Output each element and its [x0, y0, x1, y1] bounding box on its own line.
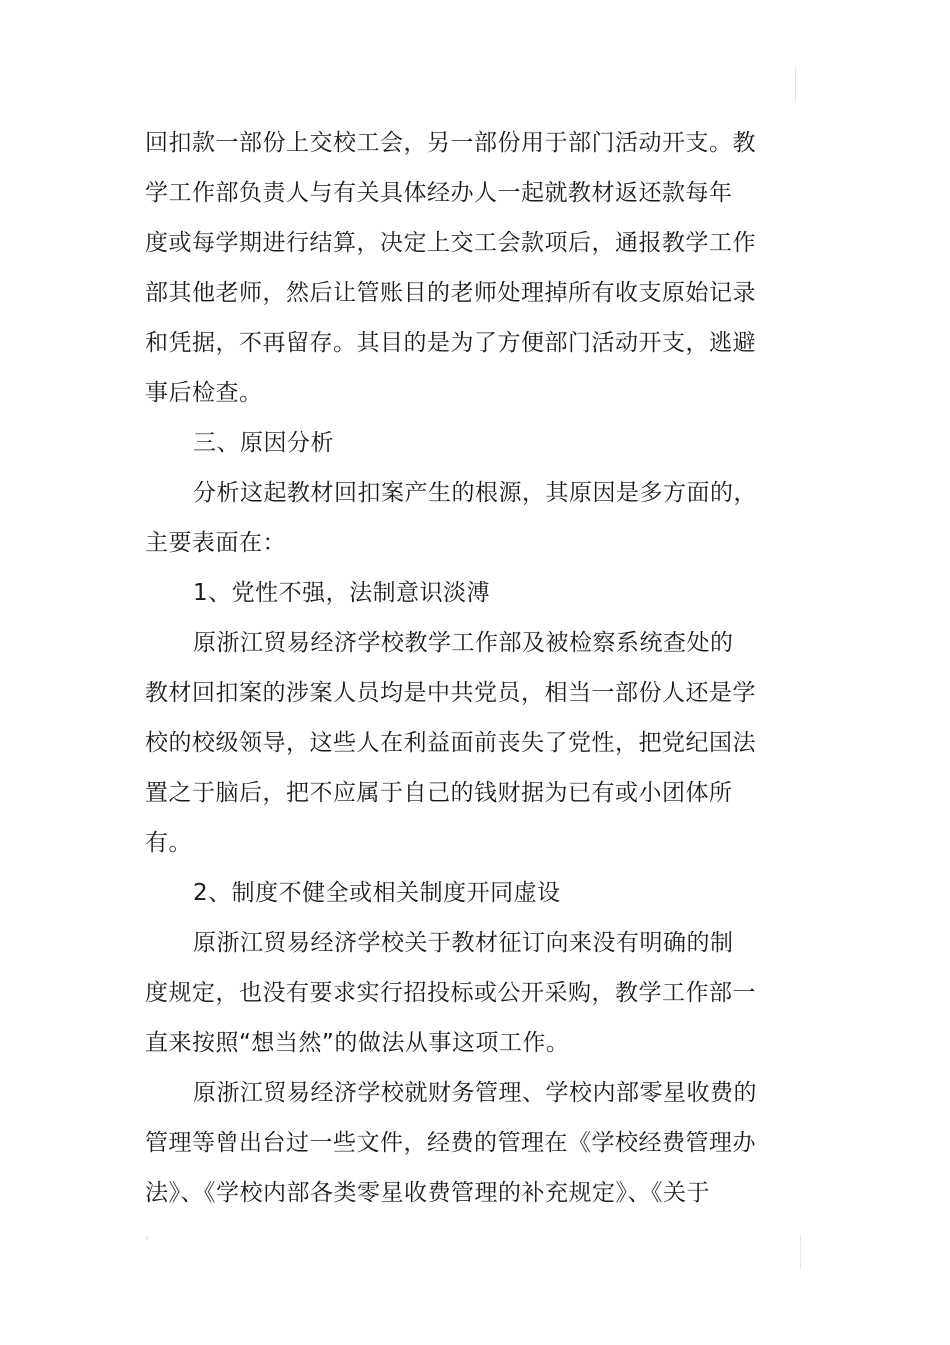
text-line: 和凭据，不再留存。其目的是为了方便部门活动开支，逃避 [145, 330, 756, 356]
text-line: 校的校级领导，这些人在利益面前丧失了党性，把党纪国法 [145, 730, 756, 756]
text-line: 直来按照“想当然”的做法从事这项工作。 [145, 1030, 570, 1056]
page-edge-mark-top [795, 68, 796, 102]
subsection-heading: 2、制度不健全或相关制度开同虚设 [193, 880, 561, 906]
text-line: 度或每学期进行结算，决定上交工会款项后，通报教学工作 [145, 230, 756, 256]
section-heading: 三、原因分析 [193, 430, 334, 456]
subsection-heading: 1、党性不强，法制意识淡溥 [193, 580, 491, 606]
text-line: 度规定，也没有要求实行招投标或公开采购，教学工作部一 [145, 980, 756, 1006]
paragraph-start: 分析这起教材回扣案产生的根源，其原因是多方面的， [193, 480, 757, 506]
text-line: 教材回扣案的涉案人员均是中共党员，相当一部份人还是学 [145, 680, 756, 706]
page-edge-mark-corner [146, 1236, 149, 1240]
text-line: 部其他老师，然后让管账目的老师处理掉所有收支原始记录 [145, 280, 756, 306]
text-line: 事后检查。 [145, 380, 263, 406]
text-line: 法》、《学校内部各类零星收费管理的补充规定》、《关于 [145, 1180, 710, 1206]
paragraph-start: 原浙江贸易经济学校关于教材征订向来没有明确的制 [193, 930, 734, 956]
text-line: 回扣款一部份上交校工会，另一部份用于部门活动开支。教 [145, 130, 756, 156]
text-line: 置之于脑后，把不应属于自己的钱财据为已有或小团体所 [145, 780, 733, 806]
paragraph-start: 原浙江贸易经济学校就财务管理、学校内部零星收费的 [193, 1080, 757, 1106]
paragraph-start: 原浙江贸易经济学校教学工作部及被检察系统查处的 [193, 630, 734, 656]
text-line: 管理等曾出台过一些文件，经费的管理在《学校经费管理办 [145, 1130, 756, 1156]
document-body [145, 118, 755, 1218]
text-line: 有。 [145, 830, 192, 856]
page-edge-mark-bottom [800, 1235, 801, 1269]
text-line: 学工作部负责人与有关具体经办人一起就教材返还款每年 [145, 180, 733, 206]
text-line: 主要表面在： [145, 530, 286, 556]
